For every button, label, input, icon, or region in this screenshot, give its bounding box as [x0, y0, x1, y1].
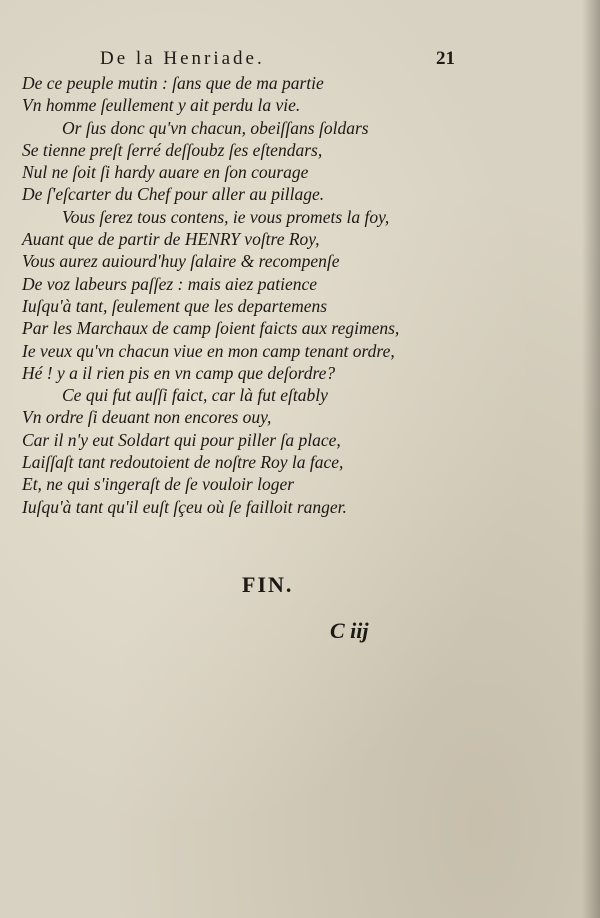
verse-line: Vn ordre ſi deuant non encores ouy, — [22, 407, 272, 428]
verse-line: Ce qui fut auſſi faict, car là fut eſtably — [62, 385, 328, 406]
verse-line: De ſ'eſcarter du Chef pour aller au pillage. — [22, 184, 325, 205]
verse-line: Auant que de partir de HENRY voſtre Roy, — [22, 229, 320, 250]
signature-mark: C iij — [330, 618, 369, 643]
verse-line: Vous aurez auiourd'huy ſalaire & recompenſe — [22, 251, 340, 272]
verse-line: Ie veux qu'vn chacun viue en mon camp tenant ordre, — [22, 340, 395, 361]
verse-line: Car il n'y eut Soldart qui pour piller ſa place, — [22, 429, 341, 450]
verse-line: Et, ne qui s'ingeraſt de ſe vouloir loger — [22, 474, 295, 495]
verse-line: Laiſſaſt tant redoutoient de noſtre Roy la face, — [22, 452, 344, 473]
verse-line: Vn homme ſeullement y ait perdu la vie. — [22, 95, 301, 116]
verse-line: Hé ! y a il rien pis en vn camp que deſordre? — [22, 362, 336, 383]
verse-line: Iuſqu'à tant qu'il euſt ſçeu où ſe failloit ranger. — [22, 496, 347, 517]
page-edge-shadow — [582, 0, 600, 918]
verse-line: Iuſqu'à tant, ſeulement que les departemens — [22, 295, 328, 316]
page-number: 21 — [436, 48, 455, 69]
verse-line: De ce peuple mutin : ſans que de ma partie — [22, 73, 324, 93]
verse-line: Or ſus donc qu'vn chacun, obeiſſans ſoldars — [62, 117, 369, 138]
verse-block — [22, 72, 442, 518]
verse-line: De voz labeurs paſſez : mais aiez patience — [22, 273, 318, 294]
verse-line: Par les Marchaux de camp ſoient faicts aux regimens, — [22, 318, 400, 339]
verse-line: Se tienne preſt ſerré deſſoubz ſes eſtendars, — [22, 139, 323, 160]
fin-mark: FIN. — [242, 572, 294, 597]
verse-line: Nul ne ſoit ſi hardy auare en ſon courage — [22, 162, 309, 183]
verse-line: Vous ſerez tous contens, ie vous promets la foy, — [62, 206, 390, 227]
running-head: De la Henriade. — [100, 48, 265, 69]
